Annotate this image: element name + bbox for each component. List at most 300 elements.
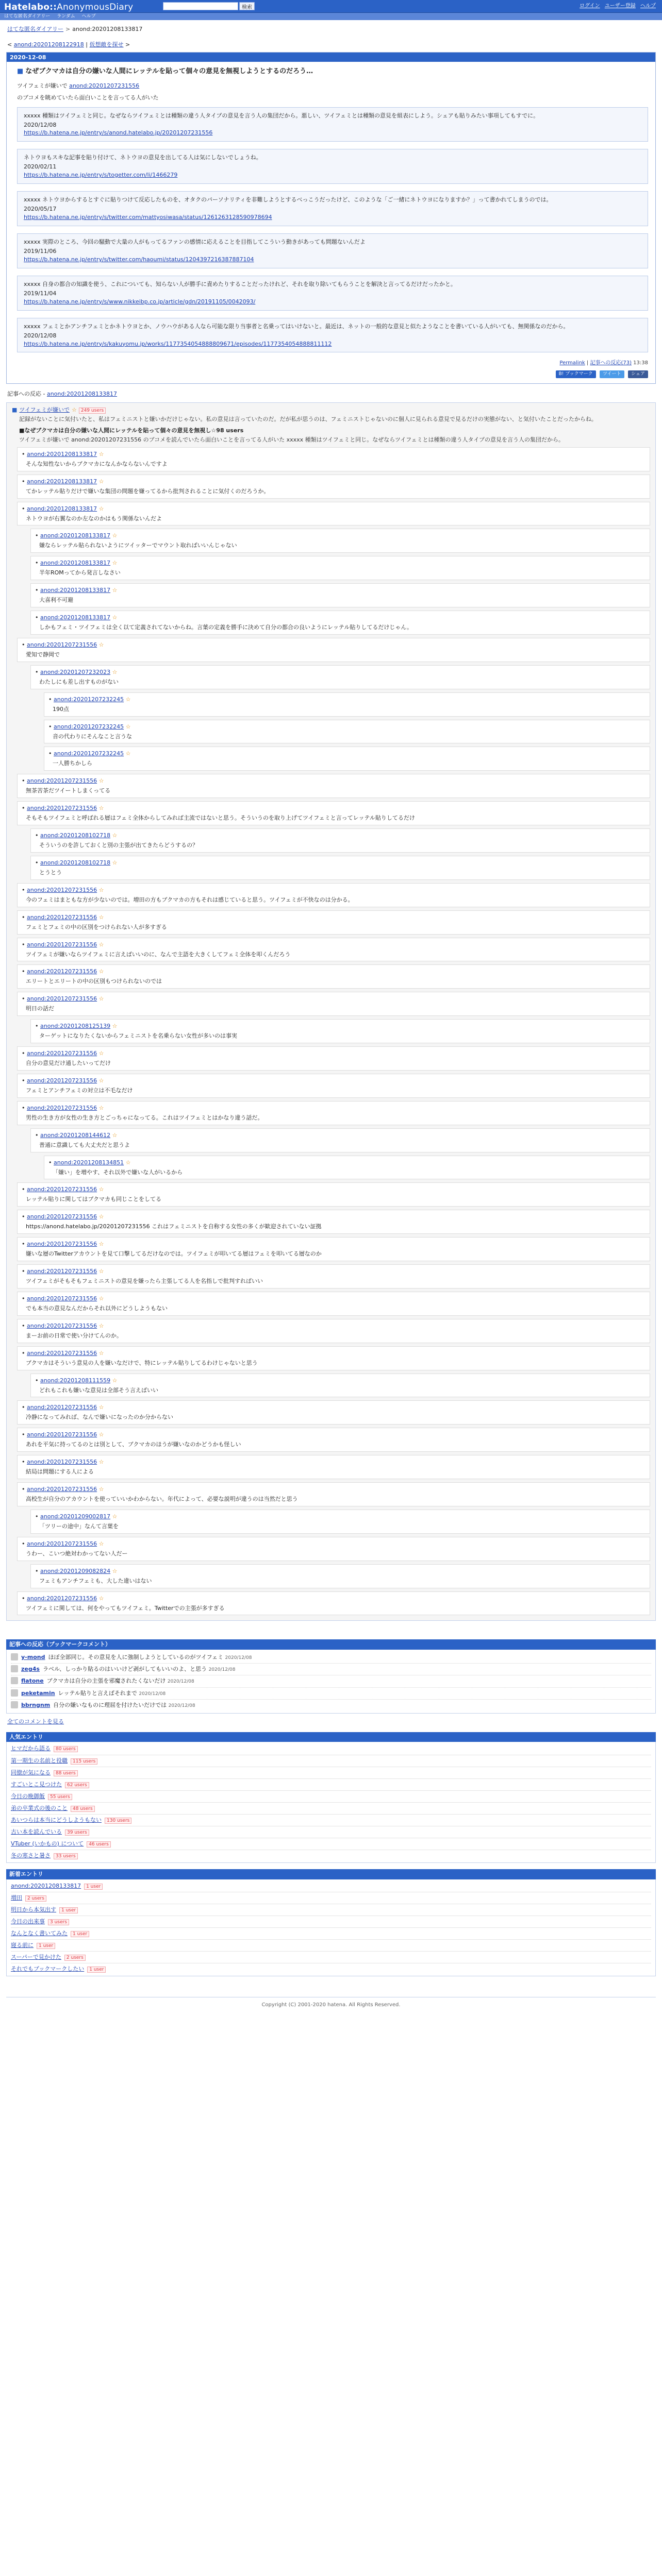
reply-head [35,586,646,595]
quote-url-link[interactable]: https://b.hatena.ne.jp/entry/s/www.nikkeibp.co.jp/article/gdn/20191105/0042093/ [24,298,256,305]
star-icon[interactable]: ☆ [211,427,217,434]
popular-entry-link[interactable]: VTuber (いかもの) について [11,1840,84,1847]
reply-head [22,1322,646,1330]
star-icon[interactable]: ☆ [97,1322,104,1329]
reply-id-link[interactable]: anond:20201207231556 [27,995,97,1003]
star-icon[interactable]: ☆ [97,995,104,1003]
reply-text: 今のフェミはまともな方が少ないのでは。増田の方もブクマカの方もそれは感じていると思う。ツイフェミが不快なのは分かる。 [26,896,354,903]
bookmark-comment [47,1677,651,1685]
reply-id-link[interactable]: anond:20201208102718 [40,832,111,839]
reply-bullet-icon: • [22,968,27,975]
reply-id-link[interactable]: anond:20201207231556 [27,1540,97,1547]
bookmark-count-badge[interactable]: 130 users [105,1818,131,1824]
reply-id-link[interactable]: anond:20201207232023 [40,668,111,675]
reply-id-link[interactable]: anond:20201207231556 [27,1268,97,1275]
reply-text: フェミもアンチフェミも、大した違いはない [39,1577,152,1584]
reply-head [48,1159,646,1167]
bookmark-comment-row [11,1652,651,1664]
reply-bullet-icon: • [48,696,54,703]
tree-root-link[interactable]: anond:20201208133817 [46,391,118,398]
reply-item [17,1101,650,1125]
star-icon[interactable]: ☆ [110,1023,118,1030]
star-icon[interactable]: ☆ [124,1159,131,1166]
bookmark-count-badge[interactable]: 98 users [216,427,244,434]
star-icon[interactable]: ☆ [97,886,104,893]
bookmark-count-badge[interactable]: 88 users [54,1770,78,1776]
reply-bullet-icon: • [35,560,40,567]
bookmark-comment-text: ほぼ全部同じ。その意見を人に強制しようとしているのがツイフェミ [48,1654,224,1661]
reply-id-link[interactable]: anond:20201208133817 [27,505,97,512]
reply-id-link[interactable]: anond:20201207231556 [27,1077,97,1084]
bookmark-comment [53,1701,651,1709]
star-icon[interactable]: ☆ [97,968,104,975]
new-entry-link[interactable]: anond:20201208133817 [11,1882,81,1889]
reply-head [22,450,646,459]
reply-head [22,1403,646,1412]
reply-id-link[interactable]: anond:20201207231556 [27,1595,97,1602]
avatar[interactable] [11,1701,18,1708]
breadcrumb-home[interactable]: はてな匿名ダイアリー [7,26,64,32]
star-icon[interactable]: ☆ [110,1377,118,1384]
subheader-random[interactable]: ランダム [57,14,75,19]
quote-date: 2020/02/11 [24,163,57,171]
bookmark-user-link[interactable]: y-mond [21,1654,45,1661]
reply-bullet-icon: • [22,1213,27,1221]
breadcrumb: はてな匿名ダイアリー > anond:20201208133817 [7,26,143,32]
new-entry-link[interactable]: 増田 [11,1894,22,1901]
reply-item [30,1564,650,1588]
reply-text: 男性の生き方が女性の生き方とごっちゃになってる。これはツイフェミとはかなり違う話だ。 [26,1114,263,1121]
reply-item [17,1400,650,1425]
new-entry-item [11,1952,651,1963]
star-icon[interactable]: ☆ [110,1567,118,1574]
new-entry-link[interactable]: なんとなく書いてみた [11,1930,68,1937]
bookmark-comment [58,1689,651,1698]
bookmark-count-badge[interactable]: 48 users [71,1806,95,1812]
reply-bullet-icon: • [35,1377,40,1384]
bookmark-comment-text: ブクマカは自分の主張を邪魔されたくないだけ [46,1677,166,1685]
bookmark-count-badge[interactable]: 1 user [87,1967,106,1973]
reply-head [22,1349,646,1358]
quote-url-link[interactable]: https://b.hatena.ne.jp/entry/s/twitter.com/haoumi/status/1204397216387887104 [24,256,254,263]
star-icon[interactable]: ☆ [97,941,104,948]
reply-bullet-icon: • [35,668,40,675]
star-icon[interactable]: ☆ [97,478,104,485]
entry-footer: Permalink | 記事への反応(73) 13:38 [559,360,648,366]
reply-head [22,1104,646,1112]
reply-id-link[interactable]: anond:20201208133817 [27,478,97,485]
star-icon[interactable]: ☆ [97,1186,104,1193]
bookmark-count-badge[interactable]: 3 users [48,1919,69,1925]
star-icon[interactable]: ☆ [97,1540,104,1547]
reply-head [22,1240,646,1248]
tweet-button[interactable]: ツイート [600,370,624,378]
bookmark-user-link[interactable]: bbrngnm [21,1701,51,1708]
reply-bullet-icon: • [35,859,40,866]
bookmark-comment-date: 2020/12/08 [167,1679,194,1685]
reply-id-link[interactable]: anond:20201208134851 [54,1159,124,1166]
reply-item [17,1537,650,1561]
reply-id-link[interactable]: anond:20201208133817 [40,560,111,567]
star-icon[interactable]: ☆ [97,777,104,785]
mention-tree [6,402,656,1621]
tree-root-title[interactable]: ツイフェミが嫌いで [19,406,70,413]
popular-entries-list [6,1742,656,1862]
popular-entry-item [11,1791,651,1803]
bookmark-comment-date: 2020/12/08 [168,1703,195,1708]
login-link[interactable]: ログイン [580,3,600,9]
star-icon[interactable]: ☆ [110,614,118,621]
reply-head [22,1185,646,1194]
popular-entry-link[interactable]: あいつらは本当にどうしようもない [11,1816,102,1823]
subheader-home[interactable]: はてな匿名ダイアリー [4,14,51,19]
avatar[interactable] [11,1677,18,1684]
new-entry-link[interactable]: 今日の出来事 [11,1918,45,1925]
popular-entry-link[interactable]: 冬の寒さと暑さ [11,1852,51,1859]
entry-body [7,62,655,383]
reply-head [22,505,646,513]
reply-id-link[interactable]: anond:20201207231556 [27,1241,97,1248]
reply-item [30,583,650,607]
reply-id-link[interactable]: anond:20201209002817 [40,1513,111,1520]
reply-item [17,1182,650,1207]
star-icon[interactable]: ☆ [97,1213,104,1221]
bookmark-comment-row [11,1664,651,1675]
reply-head [22,641,646,649]
avatar[interactable] [11,1653,18,1660]
popular-entries-header: 人気エントリ [6,1732,656,1742]
reply-item [17,1591,650,1616]
reply-text: 無茶苦茶だツイートしまくってる [26,787,111,794]
search-button[interactable]: 検索 [239,2,255,10]
reply-item [30,611,650,635]
quote-url-link[interactable]: https://b.hatena.ne.jp/entry/s/twitter.com/mattyosiwasa/status/1261263128590978694 [24,214,272,221]
star-icon[interactable]: ☆ [110,532,118,539]
star-icon[interactable]: ☆ [97,1268,104,1275]
reply-bullet-icon: • [22,641,27,648]
bookmark-comment-date: 2020/12/08 [208,1667,236,1673]
reply-text: まーお前の日常で使い分けてんのか。 [26,1332,122,1339]
reaction-count-link[interactable]: 記事への反応(73) [590,360,632,366]
reply-bullet-icon: • [22,1186,27,1193]
reply-text: フェミとフェミの中の区別をつけられない人が多すぎる [26,923,167,930]
popular-entry-item [11,1743,651,1755]
bookmark-comment-row [11,1688,651,1700]
star-icon[interactable]: ☆ [124,696,131,703]
reply-id-link[interactable]: anond:20201208144612 [40,1131,111,1139]
reply-id-link[interactable]: anond:20201208133817 [40,532,111,539]
reply-bullet-icon: • [22,478,27,485]
reply-bullet-icon: • [22,1050,27,1057]
reply-id-link[interactable]: anond:20201207231556 [27,968,97,975]
popular-entry-link[interactable]: 第一期生の名前と役職 [11,1757,68,1764]
reply-item [17,474,650,499]
bookmark-comment-text: ラベル、しっかり貼るのはいいけど剥がしてもいいのよ、と思う [42,1666,207,1673]
new-entry-link[interactable]: それでもブックマークしたい [11,1965,85,1973]
star-icon[interactable]: ☆ [124,723,131,730]
reply-item [17,1482,650,1506]
star-icon[interactable]: ☆ [110,668,118,675]
star-icon[interactable]: ☆ [97,1241,104,1248]
reply-bullet-icon: • [22,1295,27,1302]
reply-text: ブクマカはそういう意見の人を嫌いなだけで、特にレッテル貼りしてるわけじゃないと思う [26,1359,258,1366]
reply-id-link[interactable]: anond:20201207231556 [27,941,97,948]
reply-item [17,1237,650,1261]
tree-bullet-icon: ■ [12,406,18,413]
reply-head [22,941,646,949]
reply-head [22,777,646,785]
bookmark-count-badge[interactable]: 46 users [87,1841,111,1848]
star-icon[interactable]: ☆ [97,1404,104,1411]
popular-entry-link[interactable]: 今日の晩御飯 [11,1792,45,1800]
bookmark-user-link[interactable]: peketamin [21,1689,55,1697]
star-icon[interactable]: ☆ [110,859,118,866]
reply-bullet-icon: • [35,587,40,594]
star-icon[interactable]: ☆ [124,750,131,757]
reply-item [17,638,650,662]
bookmark-count-badge[interactable]: 249 users [79,408,106,414]
reply-text: 半年ROMってから発言しなさい [39,569,121,577]
reply-bullet-icon: • [22,1268,27,1275]
quote-url-link[interactable]: https://b.hatena.ne.jp/entry/s/anond.hatelabo.jp/20201207231556 [24,129,213,137]
permalink[interactable]: Permalink [559,360,585,366]
subheader-help[interactable]: ヘルプ [81,14,96,19]
new-entry-link[interactable]: 明日から本気出す [11,1906,56,1913]
popular-entry-link[interactable]: ヒマだから語る [11,1745,51,1752]
quote-block [17,149,648,184]
bookmark-count-badge[interactable]: 1 user [59,1907,78,1913]
facebook-share-button[interactable]: シェア [628,370,648,378]
star-icon[interactable]: ☆ [97,1077,104,1084]
reply-text: ネトウヨが右翼なのか左なのかはもう関係ないんだよ [26,515,162,522]
bookmark-count-badge[interactable]: 1 user [84,1884,103,1890]
reply-item [17,1074,650,1098]
reply-item [17,1455,650,1479]
popular-entry-item [11,1826,651,1838]
reply-bullet-icon: • [35,832,40,839]
reply-id-link[interactable]: anond:20201207231556 [27,1213,97,1221]
reply-text: うわー、こいつ絶対わかってない人だー [26,1550,128,1557]
reply-head [22,478,646,486]
star-icon[interactable]: ☆ [97,1295,104,1302]
reply-text: エリートとエリートの中の区別もつけられないのでは [26,978,162,985]
reply-id-link[interactable]: anond:20201207231556 [27,1431,97,1438]
quote-date: 2020/05/17 [24,206,57,213]
popular-entry-item [11,1803,651,1815]
bookmark-count-badge[interactable]: 55 users [48,1794,72,1800]
more-comments-link[interactable]: 全てのコメントを見る [7,1718,64,1725]
star-icon[interactable]: ☆ [110,832,118,839]
reply-id-link[interactable]: anond:20201207231556 [27,913,97,921]
reply-head [22,968,646,976]
reply-head [22,1213,646,1221]
reply-text: ツイフェミに関しては、何をやってもツイフェミ。Twitterでの主張が多すぎる [26,1604,225,1612]
reply-id-link[interactable]: anond:20201207231556 [27,1459,97,1466]
bookmark-count-badge[interactable]: 80 users [54,1746,78,1752]
prev-entry-link[interactable]: anond:20201208122918 [13,41,84,48]
reply-text: 音の代わりにそんなこと言うな [53,733,132,740]
reply-head [35,859,646,867]
avatar[interactable] [11,1665,18,1672]
star-icon[interactable]: ☆ [97,1595,104,1602]
popular-entry-link[interactable]: 弟の卒業式の後のこと [11,1804,68,1811]
bookmark-count-badge[interactable]: 1 user [71,1931,89,1937]
reply-head [22,1458,646,1466]
reply-id-link[interactable]: anond:20201207231556 [27,777,97,785]
reply-bullet-icon: • [22,1486,27,1493]
bookmark-count-badge[interactable]: 1 user [37,1943,55,1949]
reply-head [22,1485,646,1494]
reply-head [22,886,646,894]
reply-item [17,1292,650,1316]
reply-id-link[interactable]: anond:20201207231556 [27,1186,97,1193]
bookmark-comment [48,1653,651,1662]
new-entry-link[interactable]: 寝る前に [11,1942,34,1949]
star-icon[interactable]: ☆ [110,1513,118,1520]
share-bar [17,369,648,378]
reply-bullet-icon: • [22,886,27,893]
star-icon[interactable]: ☆ [97,1431,104,1438]
reply-id-link[interactable]: anond:20201208111559 [40,1377,111,1384]
reply-id-link[interactable]: anond:20201207231556 [27,1486,97,1493]
star-icon[interactable]: ☆ [97,1459,104,1466]
reply-id-link[interactable]: anond:20201207231556 [27,1322,97,1329]
reply-id-link[interactable]: anond:20201207231556 [27,1104,97,1111]
bookmark-count-badge[interactable]: 2 users [64,1955,86,1961]
quote-url-link[interactable]: https://b.hatena.ne.jp/entry/s/togetter.com/li/1466279 [24,172,178,179]
reply-id-link[interactable]: anond:20201208102718 [40,859,111,866]
bookmark-user-link[interactable]: zeg4s [21,1666,40,1673]
quote-url-link[interactable]: https://b.hatena.ne.jp/entry/s/kakuyomu.jp/works/1177354054888809671/episodes/1177354054888811112 [24,340,332,347]
quote-text: ネトウヨもスキな記事を貼り付けて、ネトウヨの意見を出してる人は気にしないでしょうね。 [24,154,262,161]
reply-text: 嫌ならレッテル貼られないようにツイッターでマウント取ればいいんじゃない [39,542,237,549]
star-icon[interactable]: ☆ [97,1486,104,1493]
reply-id-link[interactable]: anond:20201208133817 [40,587,111,594]
star-icon[interactable]: ☆ [97,1050,104,1057]
reply-id-link[interactable]: anond:20201207231556 [27,886,97,893]
footer: Copyright (C) 2001-2020 hatena. All Rights Reserved. [6,1997,656,2009]
quote-block [17,191,648,226]
reply-item [17,992,650,1016]
star-icon[interactable]: ☆ [97,1104,104,1111]
help-link[interactable]: ヘルプ [640,3,656,9]
tree-node-title: ■なぜブクマカは自分の嫌いな人間にレッテルを貼って個々の意見を無視し☆98 users [19,427,244,434]
bookmark-count-badge[interactable]: 62 users [65,1782,89,1788]
bookmark-comment-row [11,1675,651,1687]
reply-item [17,1210,650,1234]
reply-head [22,913,646,922]
reply-text: 「嫌い」を増やす、それ以外で嫌いな人がいるから [53,1168,183,1176]
reply-id-link[interactable]: anond:20201207232245 [54,723,124,730]
reply-id-link[interactable]: anond:20201209082824 [40,1567,111,1574]
reply-id-link[interactable]: anond:20201208125139 [40,1023,111,1030]
reply-item [30,665,650,689]
reply-id-link[interactable]: anond:20201208133817 [40,614,111,621]
popular-entry-link[interactable]: 同僚が気になる [11,1769,51,1776]
next-entry-link[interactable]: 仮想敵を探せ [89,41,124,48]
reply-item [30,828,650,853]
reply-bullet-icon: • [22,777,27,785]
reply-id-link[interactable]: anond:20201207231556 [27,1404,97,1411]
header-nav [576,3,656,10]
entry-title[interactable]: ■ なぜブクマカは自分の嫌いな人間にレッテルを貼って個々の意見を無視しようとするのだろう… [17,67,313,75]
bookmark-count-badge[interactable]: 33 users [54,1853,78,1859]
reply-item [17,1264,650,1289]
avatar[interactable] [11,1689,18,1697]
reply-item [17,774,650,798]
reply-id-link[interactable]: anond:20201207232245 [54,696,124,703]
star-icon[interactable]: ☆ [71,406,77,413]
bookmark-comments-list [6,1650,656,1713]
hatena-bookmark-button[interactable]: B! ブックマーク [556,370,596,378]
bookmark-count-badge[interactable]: 2 users [25,1895,46,1902]
reply-bullet-icon: • [35,1567,40,1574]
bookmark-count-badge[interactable]: 39 users [65,1829,89,1836]
star-icon[interactable]: ☆ [110,587,118,594]
bookmark-user-link[interactable]: flatone [21,1677,44,1685]
quote-list [17,107,648,353]
reply-id-link[interactable]: anond:20201207231556 [27,1050,97,1057]
popular-entry-link[interactable]: 古い本を読んでいる [11,1828,62,1835]
star-icon[interactable]: ☆ [97,641,104,648]
new-entry-item [11,1880,651,1892]
reply-bullet-icon: • [22,450,27,457]
new-entry-item [11,1940,651,1952]
reply-id-link[interactable]: anond:20201207231556 [27,1295,97,1302]
reply-id-link[interactable]: anond:20201207231556 [27,1349,97,1357]
star-icon[interactable]: ☆ [97,505,104,512]
bookmark-comment-text: レッテル貼りと言えばそれまで [58,1689,137,1697]
reply-id-link[interactable]: anond:20201207232245 [54,750,124,757]
star-icon[interactable]: ☆ [97,913,104,921]
reply-text: レッテル貼りに関してはブクマカも同じことをしてる [26,1196,162,1203]
reply-bullet-icon: • [48,1159,54,1166]
reply-bullet-icon: • [35,614,40,621]
reply-id-link[interactable]: anond:20201208133817 [27,450,97,457]
reply-text: とうとう [39,869,62,876]
star-icon[interactable]: ☆ [97,450,104,457]
popular-entry-link[interactable]: すごいとこ見つけた [11,1781,62,1788]
search-input[interactable] [163,2,238,10]
entry-date: 2020-12-08 [7,53,655,62]
star-icon[interactable]: ☆ [97,1349,104,1357]
site-logo[interactable]: Hatelabo::AnonymousDiary [4,2,134,12]
new-entry-item [11,1928,651,1940]
reply-text: ツイフェミが嫌いならツイフェミに言えばいいのに、なんで主語を大きくしてフェミ全体を叩くんだろう [26,951,291,958]
star-icon[interactable]: ☆ [110,1131,118,1139]
new-entry-item [11,1916,651,1928]
star-icon[interactable]: ☆ [97,805,104,812]
intro-link[interactable]: anond:20201207231556 [69,82,140,89]
star-icon[interactable]: ☆ [110,560,118,567]
reply-item [44,692,650,717]
reply-head [35,1131,646,1140]
reply-id-link[interactable]: anond:20201207231556 [27,641,97,648]
reply-head [35,1567,646,1575]
new-entry-link[interactable]: スーパーで見かけた [11,1954,61,1961]
bookmark-count-badge[interactable]: 115 users [71,1758,97,1765]
signup-link[interactable]: ユーザー登録 [604,3,636,9]
reply-head [22,1595,646,1603]
reply-text: 高校生が自分のアカウントを使っていいかわからない。年代によって、必要な説明が違うのは当然だと思う [26,1496,298,1502]
reply-id-link[interactable]: anond:20201207231556 [27,805,97,812]
reply-head [22,1431,646,1439]
reply-item [17,964,650,989]
reply-head [22,1295,646,1303]
reply-text: 自分の意見だけ通したいってだけ [26,1060,111,1066]
reply-text: 嫌いな層のTwitterアカウントを見て口撃してるだけなのでは。ツイフェミが叩いてる層はフェミを叩いてる層なのか [26,1250,322,1258]
reply-head [48,723,646,731]
